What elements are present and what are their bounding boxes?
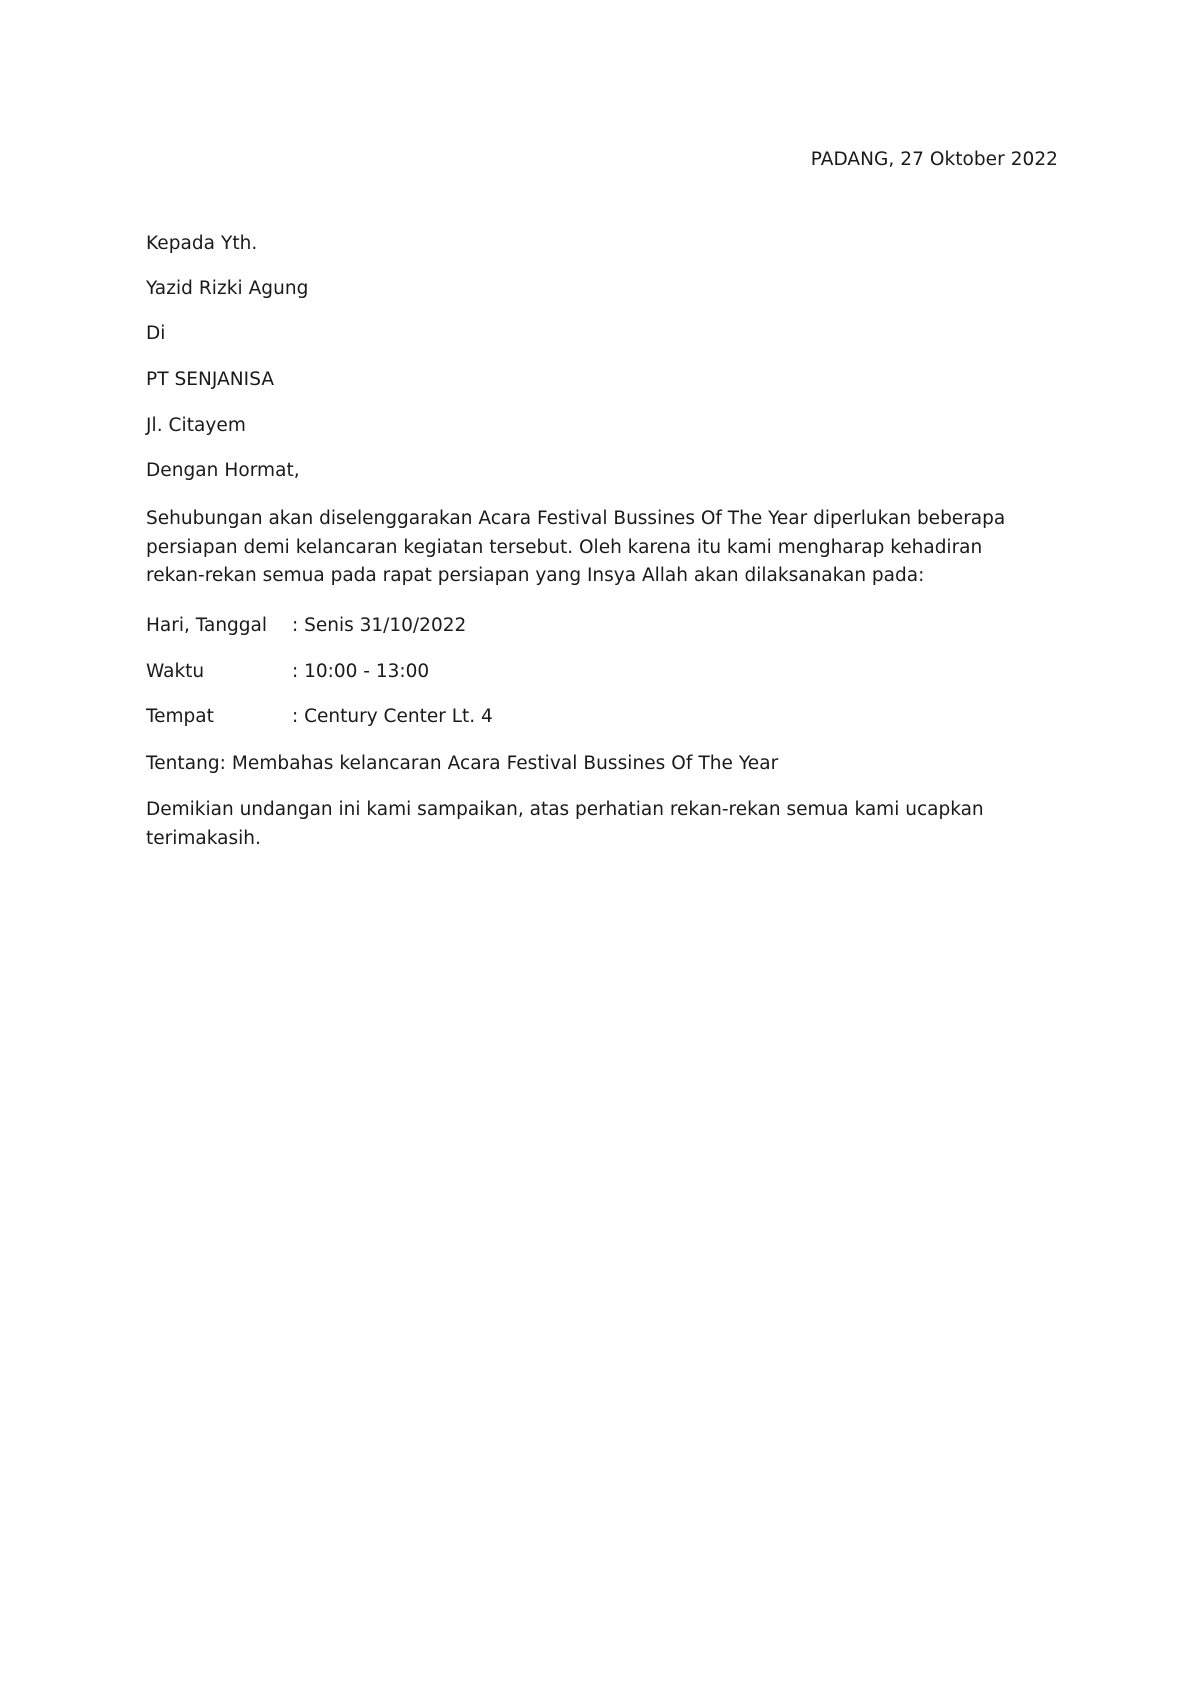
detail-value: : Senis 31/10/2022 xyxy=(292,615,467,636)
greeting: Dengan Hormat, xyxy=(146,460,300,481)
detail-label: Hari, Tanggal xyxy=(146,615,268,636)
subject-line: Tentang: Membahas kelancaran Acara Festival Bussines Of The Year xyxy=(146,753,779,774)
place-date: PADANG, 27 Oktober 2022 xyxy=(810,149,1058,170)
detail-row-date xyxy=(146,612,466,639)
recipient-salutation: Kepada Yth. xyxy=(146,233,258,254)
recipient-address: Jl. Citayem xyxy=(146,415,246,436)
detail-label: Waktu xyxy=(146,661,205,682)
closing-paragraph: Demikian undangan ini kami sampaikan, atas perhatian rekan-rekan semua kami ucapkan terimakasih. xyxy=(146,799,984,849)
detail-label: Tempat xyxy=(146,706,214,727)
recipient-name: Yazid Rizki Agung xyxy=(146,278,309,299)
detail-value: : Century Center Lt. 4 xyxy=(292,706,493,727)
intro-paragraph: Sehubungan akan diselenggarakan Acara Festival Bussines Of The Year diperlukan beberapa persiapan demi kelancaran kegiatan tersebut. Oleh karena itu kami mengharap kehadiran rekan-rekan semua pada rapat persiapan yang Insya Allah akan dilaksanakan pada: xyxy=(146,508,1006,587)
detail-row-place xyxy=(146,703,493,730)
recipient-company: PT SENJANISA xyxy=(146,369,275,390)
detail-value: : 10:00 - 13:00 xyxy=(292,661,430,682)
detail-row-time xyxy=(146,658,429,685)
recipient-di: Di xyxy=(146,323,166,344)
